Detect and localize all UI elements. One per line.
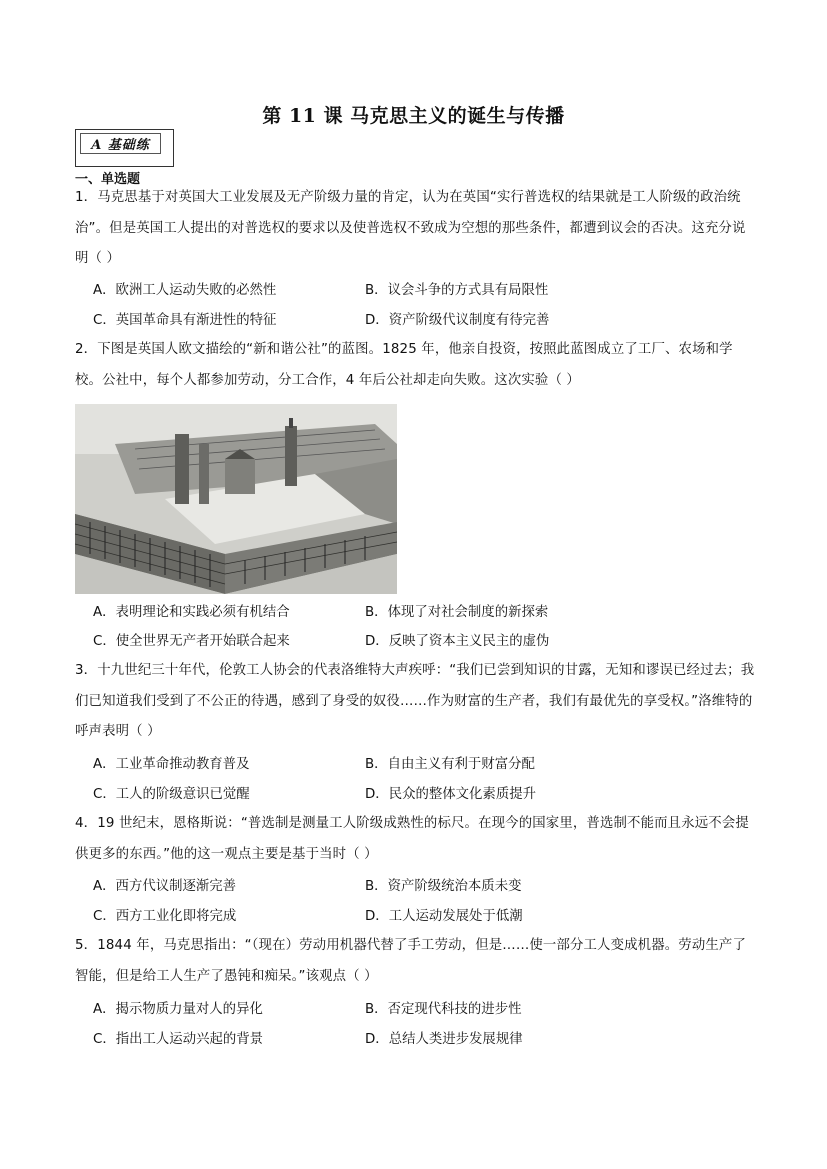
q2-option-c[interactable]: C．使全世界无产者开始联合起来 bbox=[93, 634, 290, 649]
q2-option-b[interactable]: B．体现了对社会制度的新探索 bbox=[365, 605, 549, 620]
q1-option-b[interactable]: B．议会斗争的方式具有局限性 bbox=[365, 283, 549, 298]
q1-option-a[interactable]: A．欧洲工人运动失败的必然性 bbox=[93, 283, 277, 298]
question-1: 1．马克思基于对英国大工业发展及无产阶级力量的肯定，认为在英国“实行普选权的结果就是工人阶级的政治统治”。但是英国工人提出的对普选权的要求以及使普选权不致成为空想的那些条件，都遭到议会的否决。这充分说明（ ） bbox=[75, 190, 746, 266]
q5-option-b[interactable]: B．否定现代科技的进步性 bbox=[365, 1002, 522, 1017]
q5-option-c[interactable]: C．指出工人运动兴起的背景 bbox=[93, 1032, 264, 1047]
q2-option-d[interactable]: D．反映了资本主义民主的虚伪 bbox=[365, 634, 550, 649]
q4-option-a[interactable]: A．西方代议制逐渐完善 bbox=[93, 879, 237, 894]
q2-option-a[interactable]: A．表明理论和实践必须有机结合 bbox=[93, 605, 290, 620]
question-2: 2．下图是英国人欧文描绘的“新和谐公社”的蓝图。1825 年，他亲自投资，按照此蓝图成立了工厂、农场和学校。公社中，每个人都参加劳动，分工合作，4 年后公社却走向失败。这次实验（ ） bbox=[75, 342, 733, 388]
q3-option-c[interactable]: C．工人的阶级意识已觉醒 bbox=[93, 787, 250, 802]
question-3: 3．十九世纪三十年代，伦敦工人协会的代表洛维特大声疾呼：“我们已尝到知识的甘露，无知和谬误已经过去；我们已知道我们受到了不公正的待遇，感到了身受的奴役……作为财富的生产者，我们有最优先的享受权。”洛维特的呼声表明（ ） bbox=[75, 663, 755, 739]
q5-option-a[interactable]: A．揭示物质力量对人的异化 bbox=[93, 1002, 263, 1017]
level-badge bbox=[75, 129, 174, 167]
q4-option-b[interactable]: B．资产阶级统治本质未变 bbox=[365, 879, 522, 894]
new-harmony-blueprint-image bbox=[75, 404, 397, 594]
q1-option-d[interactable]: D．资产阶级代议制度有待完善 bbox=[365, 313, 550, 328]
section-heading: 一、单选题 bbox=[75, 172, 141, 187]
q4-option-d[interactable]: D．工人运动发展处于低潮 bbox=[365, 909, 523, 924]
page-title: 第 11 课 马克思主义的诞生与传播 bbox=[262, 105, 565, 127]
q5-option-d[interactable]: D．总结人类进步发展规律 bbox=[365, 1032, 523, 1047]
level-badge-label: A 基础练 bbox=[80, 133, 161, 154]
question-4: 4．19 世纪末，恩格斯说：“普选制是测量工人阶级成熟性的标尺。在现今的国家里，普选制不能而且永远不会提供更多的东西。”他的这一观点主要是基于当时（ ） bbox=[75, 816, 749, 862]
q1-option-c[interactable]: C．英国革命具有渐进性的特征 bbox=[93, 313, 277, 328]
q3-option-d[interactable]: D．民众的整体文化素质提升 bbox=[365, 787, 536, 802]
q3-option-a[interactable]: A．工业革命推动教育普及 bbox=[93, 757, 250, 772]
q3-option-b[interactable]: B．自由主义有利于财富分配 bbox=[365, 757, 535, 772]
q4-option-c[interactable]: C．西方工业化即将完成 bbox=[93, 909, 237, 924]
question-5: 5．1844 年，马克思指出：“（现在）劳动用机器代替了手工劳动，但是……使一部分工人变成机器。劳动生产了智能，但是给工人生产了愚钝和痴呆。”该观点（ ） bbox=[75, 938, 747, 984]
